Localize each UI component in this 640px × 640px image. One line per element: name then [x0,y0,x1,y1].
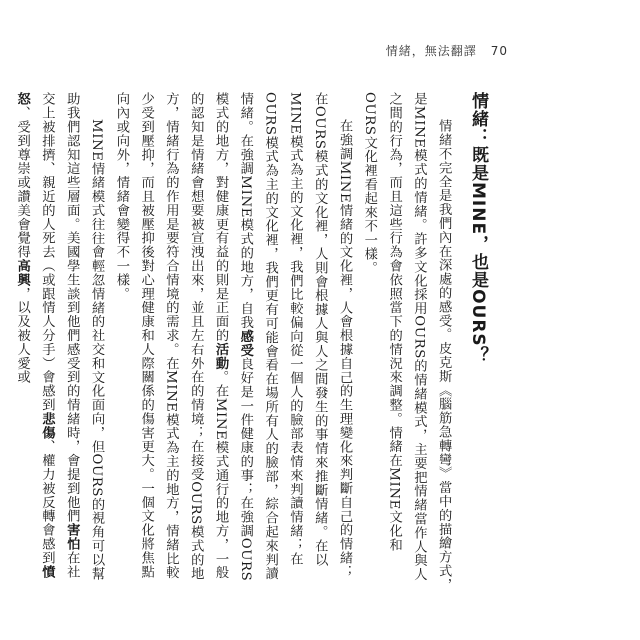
page-number: 70 [490,44,508,58]
paragraph-3-text-c: 、權力被反轉會感到 [39,439,55,565]
chapter-title: 情緒，無法翻譯 [385,44,477,58]
paragraph-3-text-b: 在社交上被排擠、親近的人死去（或跟情人分手）會感到 [39,92,80,579]
running-header [386,42,508,59]
paragraph-3-text-e: ，以及被人愛或 [14,286,30,384]
emphasis-activity: 活動 [213,342,229,371]
emphasis-sadness: 悲傷 [39,411,55,440]
emphasis-happiness: 高興 [14,258,30,287]
paragraph-1-text: 情緒不完全是我們內在深處的感受。皮克斯《腦筋急轉彎》當中的描繪方式，是MINE模式的情緒。許多文化採用OURS的情緒模式，主要把情緒當作人與人之間的行為，而且這些行為會依照當下的情況來調整。情緒在MINE文化和OURS文化裡看起來不一樣。 [361,92,452,592]
paragraph-2-text-c: 。在MINE模式通行的地方，一般的認知是情緒會想要被宣洩出來，並且左右外在的情境；在接受OURS模式的地方，情緒行為的作用是要符合情境的需求。在MINE模式為主的地方，情緒比較少受到壓抑，而且被壓抑後對心理健康和人際關係的傷害更大。一個文化將焦點向內或向外，情緒會變得不一樣。 [113,92,229,581]
emphasis-anger: 憤怒 [14,92,55,579]
paragraph-3-text-a: MINE情緒模式往往會輕忽情緒的社交和文化面向，但OURS的視角可以幫助我們認知這些層面。美國學生談到他們感受到的情緒時，會提到他們 [64,92,105,581]
paragraph-2-text-b: 良好是一件健康的事；在強調OURS模式的地方，對健康更有益的則是正面的 [213,92,253,582]
emphasis-feeling: 感受 [237,329,253,358]
body-text [14,92,490,592]
emphasis-fear: 害怕 [64,522,80,551]
paragraph-3-text-d: 、受到尊崇或讚美會覺得 [14,105,30,259]
paragraph-3 [9,92,108,592]
section-heading: 情緒：既是MINE，也是OURS？ [468,92,488,365]
paragraph-2 [108,92,356,592]
paragraph-2-text-a: 在強調MINE情緒的文化裡，人會根據自己的生理變化來判斷自己的情緒；在OURS模式的文化裡，人則會根據人與人之間發生的事情來推斷情緒。在以MINE模式為主的文化裡，我們比較偏向從一個人的臉部表情來判讀情緒；在OURS模式為主的文化裡，我們更有可能會看在場所有人的臉部，綜合起來判讀情緒。在強調MINE模式的地方，自我 [237,92,353,581]
paragraph-1 [356,92,455,592]
